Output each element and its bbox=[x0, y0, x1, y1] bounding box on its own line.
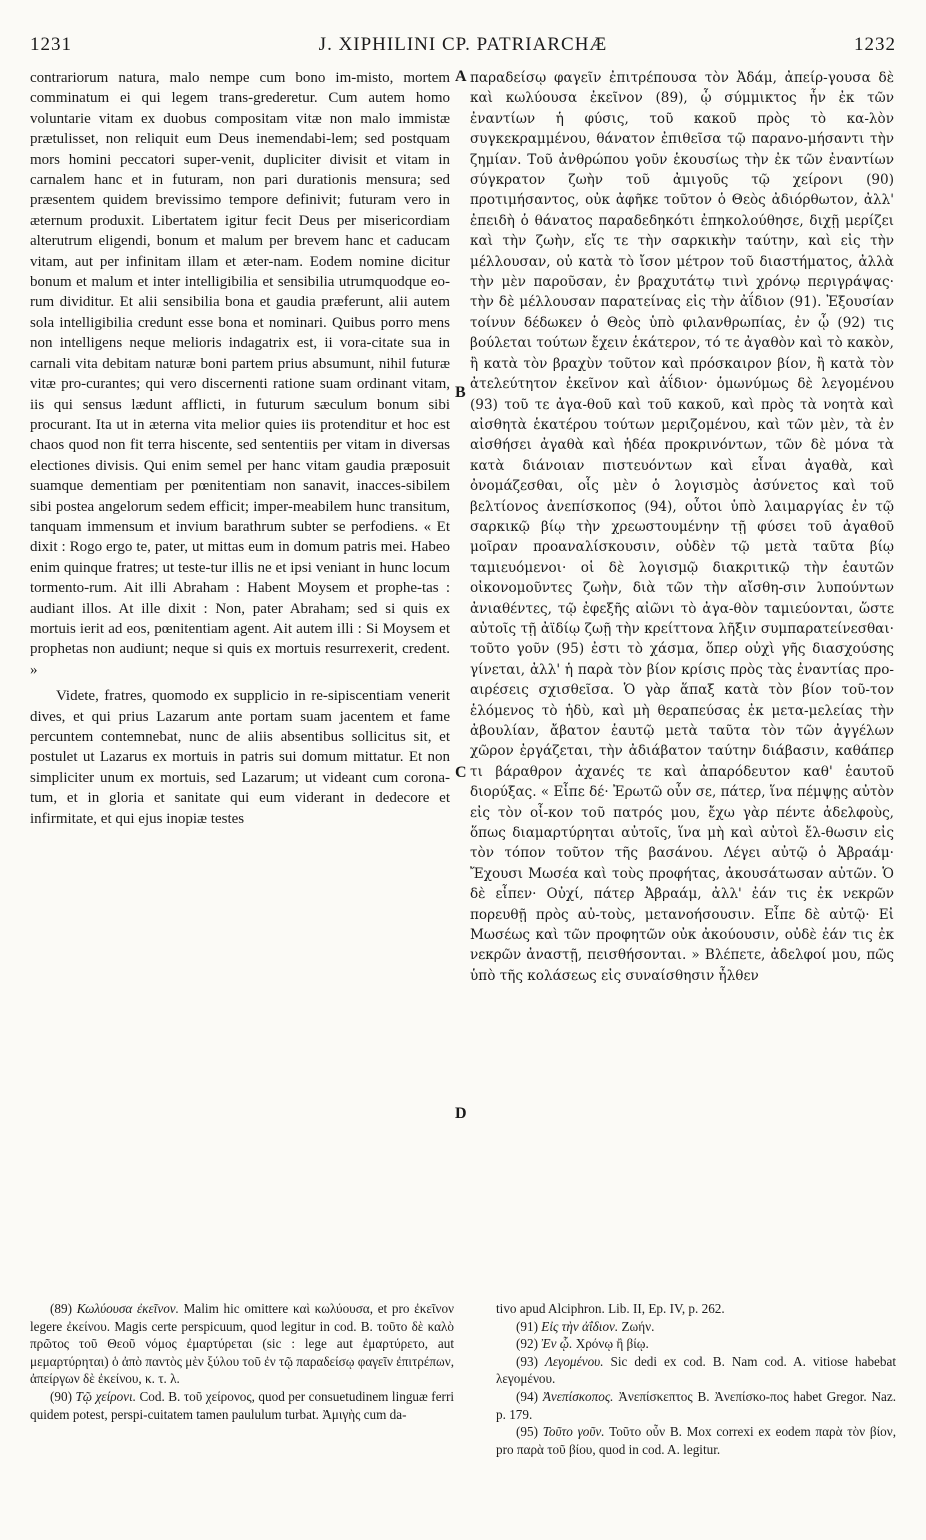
footnote-text: tivo apud Alciphron. Lib. II, Ep. IV, p. 262. bbox=[496, 1301, 725, 1316]
greek-column bbox=[470, 68, 894, 1288]
footnote-number: (90) bbox=[50, 1388, 72, 1404]
footnote-text: Τοῦτο οὖν B. Mox correxi ex eodem παρὰ τὸν βίον, pro παρὰ τοῦ βίου, quod in cod. A. legitur. bbox=[496, 1424, 896, 1457]
footnote-number: (95) bbox=[516, 1424, 538, 1440]
footnote bbox=[496, 1318, 896, 1336]
footnote bbox=[496, 1353, 896, 1388]
footnote-lemma: Εἰς τὴν ἀΐδιον. bbox=[541, 1318, 619, 1334]
greek-paragraph-1: παραδείσῳ φαγεῖν ἐπιτρέπουσα τὸν Ἀδάμ, ἀπείρ-γουσα δὲ καὶ κωλύουσα ἐκεῖνον (89), ᾧ σύμμικτος ἦν ἐκ τῶν ἐναντίων ἡ φύσις, τοῦ κακοῦ πρὸς τὸ κα-λὸν συγκεκραμμένου, θάνατον ἐπιθεῖσα τῷ παρανο-μήσαντι τὴν ζημίαν. Τοῦ ἀνθρώπου γοῦν ἑκουσίως τὴν ἐκ τῶν ἐναντίων σύγκρατον ζωὴν τοῦ ἀμιγοῦς τῷ χείρονι (90) προτιμήσαντος, οὐκ ἀφῆκε τοῦτον ὁ Θεὸς ἀδιόρθωτον, ἀλλ' ἐπειδὴ ὁ θάνατος παραδεδηκότι ἐπηκολούθησε, διχῇ μερίζει καὶ τὴν ζωὴν, εἴς τε τὴν σαρκικὴν ταύτην, καὶ εἰς τὴν μέλλουσαν, οὐ κατὰ τὸ ἴσον μέτρον τοῦ διαστήματος, ἀλλὰ τὴν μὲν παροῦσαν, ἐν βραχυτάτῳ τινὶ χρόνῳ περιγράψας· τὴν δὲ μέλλουσαν παρατείνας εἰς τὴν ἀΐδιον (91). Ἐξουσίαν τοίνυν δέδωκεν ὁ Θεὸς ὑπὸ φιλανθρωπίας, ἐν ᾧ (92) τις βούλεται τούτων ἔχειν ἑκάτερον, τό τε ἀγαθὸν καὶ τὸ κακὸν, ἢ κατὰ τὸν βραχὺν τοῦτον καὶ πρόσκαιρον βίον, ἢ κατὰ τὸν ἀτελεύτητον ἐκεῖνον καὶ ἀΐδιον· ὁμωνύμως δὲ λεγομένου (93) τοῦ τε ἀγα-θοῦ καὶ τοῦ κακοῦ, καὶ πρὸς τὰ νοητὰ καὶ αἰσθητὰ ἑκατέρου τούτων μεριζομένου, καὶ τῶν μὲν, τὰ ἐν αἰσθήσει ἀγαθὰ καὶ ἡδέα προκρινόντων, τῶν δὲ μόνα τὰ κατὰ διάνοιαν πιστευόντων καὶ εἶναι ἀγαθὰ, καὶ ὀνομάζεσθαι, οἷς μὲν ὁ λογισμὸς ἀσύνετος καὶ τοῦ βελτίονος ἀνεπίσκοπος (94), οὗτοι ὑπὸ λαιμαργίας ἐν τῷ σαρκικῷ βίῳ τὴν χρεωστουμένην τῇ φύσει τοῦ ἀγαθοῦ μοῖραν προαναλίσκουσιν, οὐδὲν τῷ μετὰ ταῦτα βίῳ ταμιευόμενοι· οἱ δὲ λογισμῷ διακριτικῷ τὴν ἑαυτῶν οἰκονομοῦντες ζωὴν, διὰ τῶν τὴν αἴσθη-σιν λυπούντων ἀνιαθέντες, τῷ ἐφεξῆς αἰῶνι τὸ ἀγα-θὸν ταμιεύονται, ὥστε αὐτοῖς τῇ ἀϊδίῳ ζωῇ τὴν κρείττονα λῆξιν συμπαρατείνεσθαι· τοῦτο γοῦν (95) ἐστι τὸ χάσμα, ὅπερ οὐχὶ γῆς διασχούσης γίνεται, ἀλλ' ἡ παρὰ τὸν βίον κρίσις πρὸς τὰς ἐναντίας προ-αιρέσεις σχισθεῖσα. Ὁ γὰρ ἅπαξ κατὰ τὸν βίον τοῦ-τον ἑλόμενος τὸ ἡδὺ, καὶ μὴ θεραπεύσας ἐκ μετα-μελείας τὴν ἀβουλίαν, ἄβατον ἑαυτῷ μετὰ ταῦτα τὸν τῶν ἀγγέλων χῶρον ἐργάζεται, τὴν ἀδιάβατον ταύτην διάβασιν, καθάπερ τι βάραθρον ἀχανές τε καὶ ἀπαρόδευτον καθ' ἑαυτοῦ διορύξας. « Εἶπε δέ· Ἐρωτῶ οὖν σε, πάτερ, ἵνα πέμψῃς αὐτὸν εἰς τὸν οἶ-κον τοῦ πατρός μου, ἔχω γὰρ πέντε ἀδελφοὺς, ὅπως διαμαρτύρηται αὐτοῖς, ἵνα μὴ καὶ αὐτοὶ ἔλ-θωσιν εἰς τὸν τόπον τοῦτον τῆς βασάνου. Λέγει αὐτῷ ὁ Ἀβραάμ· Ἔχουσι Μωσέα καὶ τοὺς προφήτας, ἀκουσάτωσαν αὐτῶν. Ὁ δὲ εἶπεν· Οὐχί, πάτερ Ἀβραάμ, ἀλλ' ἐάν τις ἐκ νεκρῶν πορευθῇ πρὸς αὐ-τοὺς, μετανοήσουσιν. Εἶπε δὲ αὐτῷ· Εἰ Μωσέως καὶ τῶν προφητῶν οὐκ ἀκούουσιν, οὐδὲ ἐάν τις ἐκ νεκρῶν ἀναστῇ, πεισθήσονται. » Βλέπετε, ἀδελφοί μου, πῶς ὑπὸ τῆς κολάσεως εἰς συναίσθησιν ἦλθεν bbox=[470, 70, 894, 984]
footnote-text: Malim hic omittere καὶ κωλύουσα, et pro ἐκεῖνον legere ἐκείνου. Magis certe perspicuum, quod legitur in cod. B. τοῦτο δὲ καλὸ πρῶτος τοῦ Θεοῦ νόμος ἐμαρτύρεται (sic : lege aut ἐμαρτύρετο, aut μεμαρτύρηται) ὁ ἀπὸ παντὸς μὲν ξύλου τοῦ ἐν τῷ παραδείσῳ φαγεῖν ἐπιτρέπων, ἀπείργων δὲ ἐκείνου, κ. τ. λ. bbox=[30, 1301, 454, 1387]
page-number-left: 1231 bbox=[30, 34, 72, 55]
footnote-lemma: Ἀνεπίσκοπος. bbox=[542, 1388, 614, 1404]
footnote-number: (91) bbox=[516, 1318, 538, 1334]
footnote-lemma: Τῷ χείρονι. bbox=[75, 1388, 136, 1404]
footnotes-right bbox=[496, 1300, 896, 1520]
footnote-lemma: Τοῦτο γοῦν. bbox=[542, 1424, 605, 1440]
footnote-text: Ζωήν. bbox=[621, 1318, 655, 1334]
footnote-lemma: Κωλύουσα ἐκεῖνον. bbox=[76, 1301, 179, 1316]
page-number-right: 1232 bbox=[854, 34, 896, 55]
footnote-number: (94) bbox=[516, 1388, 538, 1404]
footnote-lemma: Λεγομένου. bbox=[544, 1353, 604, 1369]
footnote-text: Sic dedi ex cod. B. Nam cod. A. vitiose habebat λεγομένου. bbox=[496, 1353, 896, 1387]
footnote bbox=[496, 1335, 896, 1353]
footnote-number: (89) bbox=[50, 1301, 72, 1316]
footnotes-left bbox=[30, 1300, 454, 1520]
footnote bbox=[496, 1388, 896, 1423]
running-title: J. XIPHILINI CP. PATRIARCHÆ bbox=[318, 34, 608, 55]
footnote-lemma: Ἐν ᾧ. bbox=[541, 1336, 573, 1352]
margin-letter-b: B bbox=[455, 384, 466, 401]
footnote-text: Χρόνῳ ἢ βίῳ. bbox=[575, 1336, 649, 1352]
page-header bbox=[30, 34, 896, 62]
margin-letter-d: D bbox=[455, 1105, 467, 1122]
footnote bbox=[30, 1388, 454, 1423]
footnote-number: (92) bbox=[516, 1336, 538, 1352]
latin-paragraph-2: Videte, fratres, quomodo ex supplicio in re-sipiscentiam venerit dives, et qui prius Lazarum ante portam suam jacentem et fame percuntem contemnebat, nunc de aliis absentibus sollicitus sit, et postulet ut Lazarus ex mortuis in patris sui domum mittatur. Et non simpliciter unum ex mortuis, sed Lazarum; ut videant cum corona-tum, et in gloria et sanitate qui eum viderant in dedecore et infirmitate, et qui ejus inopiæ testes bbox=[30, 688, 450, 827]
footnote-number: (93) bbox=[516, 1353, 538, 1369]
footnote-continuation bbox=[496, 1300, 896, 1318]
margin-letter-a: A bbox=[455, 68, 467, 85]
footnote bbox=[30, 1300, 454, 1388]
footnote-text: Cod. B. τοῦ χείρονος, quod per consuetudinem linguæ ferri quidem potest, perspi-cuitatem tamen paululum turbat. Ἀμιγὴς cum da- bbox=[30, 1388, 454, 1422]
footnote bbox=[496, 1423, 896, 1458]
margin-letter-c: C bbox=[455, 764, 467, 781]
latin-column bbox=[30, 68, 450, 1288]
footnote-text: Ἀνεπίσκεπτος B. Ἀνεπίσκο-πος habet Gregor. Naz. p. 179. bbox=[496, 1388, 896, 1422]
latin-paragraph-1: contrariorum natura, malo nempe cum bono im-misto, mortem comminatum ei qui legem trans-grederetur. Cum autem homo voluntarie vitam ex duobus compositam vitæ non malo immistæ prætulisset, non reliquit eum Deus inemendabi-lem; sed postquam mors homini peccatori super-venit, dupliciter divisit et vitam in carnalem hanc et in futuram, non pari durationis mensura; sed præsentem quidem brevissimo tempore definivit; futuram vero in æternum produxit. Libertatem igitur fecit Deus per misericordiam alterutrum eligendi, bonum et malum per brevem hanc et caducam vitam, aut per infinitam illam et æter-nam. Eodem nomine dicitur bonum et malum et inter intelligibilia et sensibilia utrumquodque eo-rum dividitur. Et alii sensibilia bona et gaudia præferunt, alii autem sola intelligibilia credunt esse bona et nominari. Quibus porro mens non intelligens neque melioris indagatrix est, ii vora-citate sua in carnali vita debitam naturæ boni partem prius absumunt, nihil futuræ vitæ pro-curantes; qui vero discernenti ratione suam ordinant vitam, iis qui sensus lædunt afflicti, in futurum sæculum bonum sibi procurant. Ita ut in æterna vita melior quies iis protenditur et hoc est chaos quod non fit terra hiscente, sed sententiis per vitam in diversas electiones divisis. Qui enim semel per hanc vitam gaudia præposuit suamque dementiam per pœnitentiam non sanavit, inacces-sibilem sibi postea angelorum sedem efficit; imper-meabilem hunc transitum, tanquam immensum et invium barathrum subter se perfodiens. « Et dixit : Rogo ergo te, pater, ut mittas eum in domum patris mei. Habeo enim quinque fratres; ut teste-tur illis ne et ipsi veniant in hunc locum tormento-rum. Ait illi Abraham : Habent Moysem et prophe-tas : audiant illos. At ille dixit : Non, pater Abraham; sed si quis ex mortuis ierit ad eos, pœnitentiam agent. Ait autem illi : Si Moysem et prophetas non audiunt; neque si quis ex mortuis resurrexerit, credent. » bbox=[30, 70, 450, 678]
